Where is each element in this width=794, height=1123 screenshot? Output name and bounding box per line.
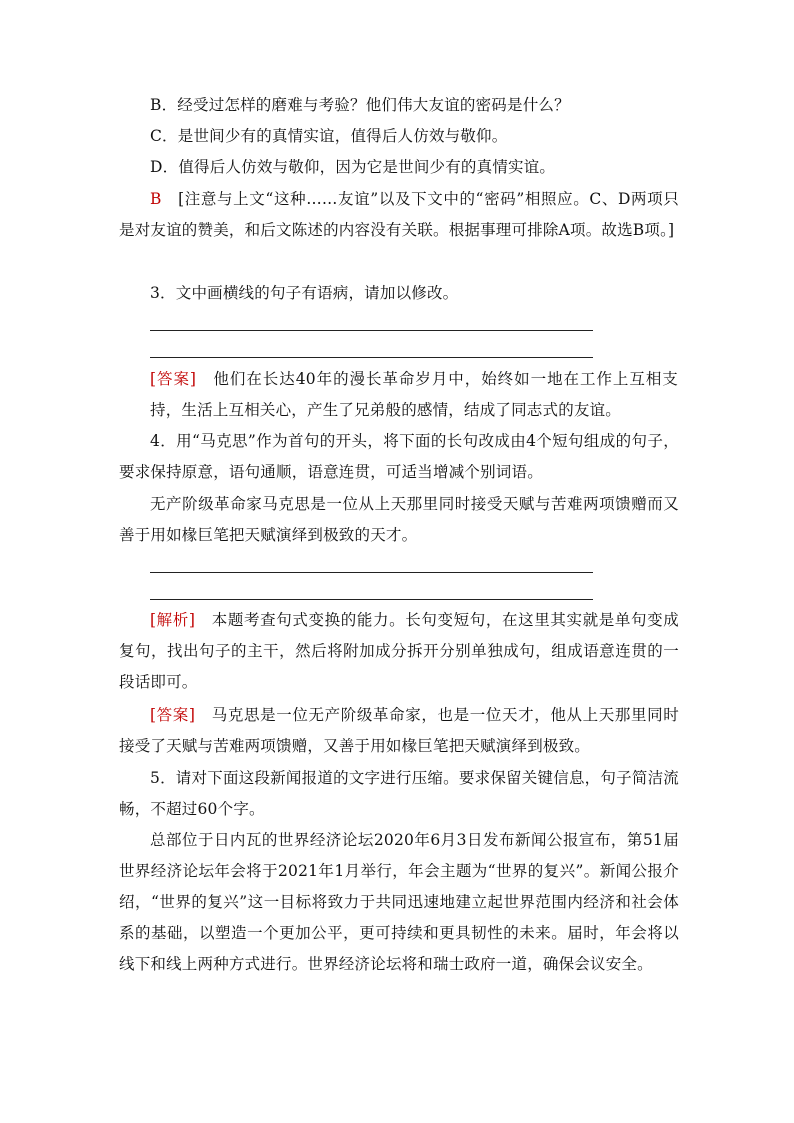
q4-answer (119, 700, 679, 762)
q3-answer (150, 364, 678, 426)
q2-explanation: [注意与上文“这种……友谊”以及下文中的“密码”相照应。C、D两项只是对友谊的赞美，和后文陈述的内容没有关联。根据事理可排除A项。故选B项。] (119, 190, 679, 239)
option-b: B．经受过怎样的磨难与考验？他们伟大友谊的密码是什么？ (150, 96, 570, 114)
q4-analysis (119, 605, 679, 698)
answer-line (150, 357, 593, 358)
answer-line (150, 599, 593, 600)
q4-analysis-text: 本题考查句式变换的能力。长句变短句，在这里其实就是单句变成复句，找出句子的主干，然后将附加成分拆开分别单独成句，组成语意连贯的一段话即可。 (119, 611, 679, 691)
answer-letter: B (150, 190, 162, 208)
option-c: C．是世间少有的真情实谊，值得后人仿效与敬仰。 (150, 127, 508, 145)
q4-sentence: 无产阶级革命家马克思是一位从上天那里同时接受天赋与苦难两项馈赠而又善于用如椽巨笔把天赋演绎到极致的天才。 (119, 495, 679, 544)
q3-question: 3．文中画横线的句子有语病，请加以修改。 (150, 284, 459, 302)
answer-tag: [答案] (150, 706, 196, 724)
answer-tag: [答案] (150, 370, 197, 388)
q4-answer-text: 马克思是一位无产阶级革命家，也是一位天才，他从上天那里同时接受了天赋与苦难两项馈赠，又善于用如椽巨笔把天赋演绎到极致。 (119, 706, 679, 755)
option-d: D．值得后人仿效与敬仰，因为它是世间少有的真情实谊。 (150, 158, 556, 176)
answer-line (150, 330, 593, 331)
q5-passage: 总部位于日内瓦的世界经济论坛2020年6月3日发布新闻公报宣布，第51届世界经济论坛年会将于2021年1月举行，年会主题为“世界的复兴”。新闻公报介绍，“世界的复兴”这一目标将致力于共同迅速地建立起世界范围内经济和社会体系的基础，以塑造一个更加公平，更可持续和更具韧性的未来。届时，年会将以线下和线上两种方式进行。世界经济论坛将和瑞士政府一道，确保会议安全。 (119, 831, 679, 973)
q3-answer-text: 他们在长达40年的漫长革命岁月中，始终如一地在工作上互相支持，生活上互相关心，产生了兄弟般的感情，结成了同志式的友谊。 (150, 370, 679, 419)
q4-question: 4．用“马克思”作为首句的开头，将下面的长句改成由4个短句组成的句子，要求保持原意，语句通顺，语意连贯，可适当增减个别词语。 (119, 432, 679, 481)
answer-line (150, 572, 593, 573)
q5-question: 5．请对下面这段新闻报道的文字进行压缩。要求保留关键信息，句子简洁流畅，不超过60个字。 (119, 769, 679, 818)
analysis-tag: [解析] (150, 611, 196, 629)
q2-answer (119, 184, 679, 246)
